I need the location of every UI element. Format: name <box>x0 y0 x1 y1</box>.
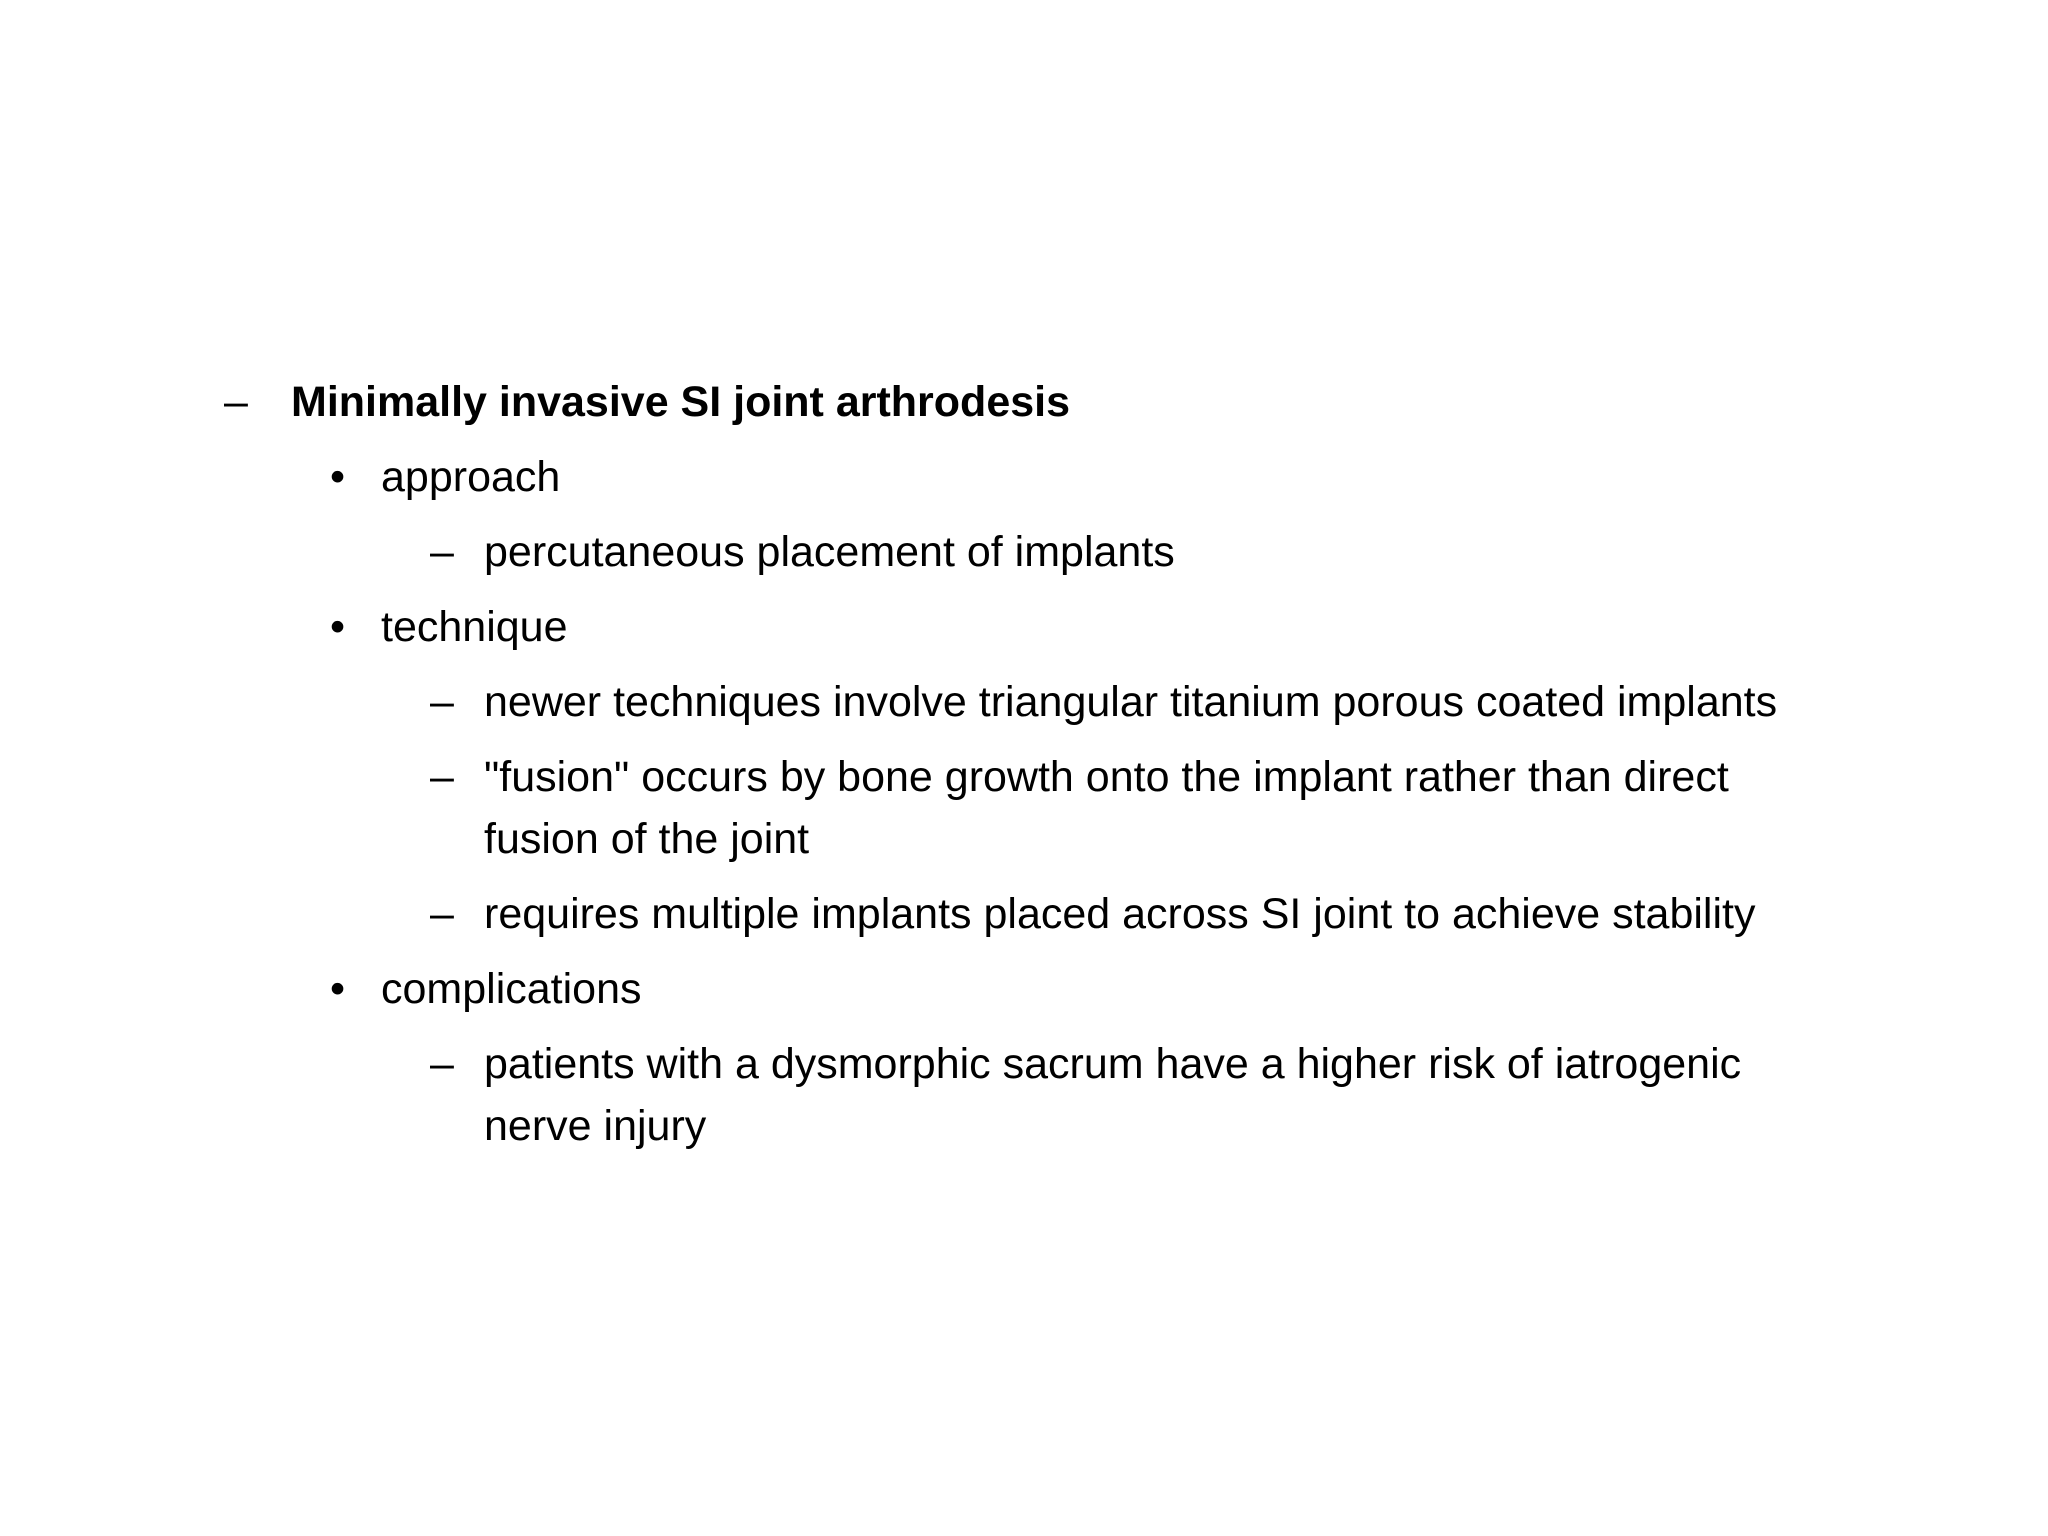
sub-dash-marker: – <box>430 528 454 576</box>
sub-dash-marker: – <box>430 1040 454 1088</box>
bullet-marker: • <box>330 453 346 501</box>
bullet-marker: • <box>330 965 346 1013</box>
complications-item-1-line-2: nerve injury <box>484 1102 707 1150</box>
section-label-approach: approach <box>381 453 561 501</box>
approach-item-1: percutaneous placement of implants <box>484 528 1175 576</box>
section-label-technique: technique <box>381 603 568 651</box>
technique-item-1: newer techniques involve triangular titanium porous coated implants <box>484 678 1778 726</box>
complications-item-1-line-1: patients with a dysmorphic sacrum have a higher risk of iatrogenic <box>484 1040 1742 1088</box>
technique-item-2-line-1: "fusion" occurs by bone growth onto the implant rather than direct <box>484 753 1729 801</box>
slide-heading: Minimally invasive SI joint arthrodesis <box>291 378 1071 426</box>
bullet-marker: • <box>330 603 346 651</box>
heading-dash-marker: – <box>224 378 248 426</box>
technique-item-2-line-2: fusion of the joint <box>484 815 810 863</box>
sub-dash-marker: – <box>430 890 454 938</box>
sub-dash-marker: – <box>430 753 454 801</box>
technique-item-3: requires multiple implants placed across SI joint to achieve stability <box>484 890 1756 938</box>
sub-dash-marker: – <box>430 678 454 726</box>
section-label-complications: complications <box>381 965 642 1013</box>
